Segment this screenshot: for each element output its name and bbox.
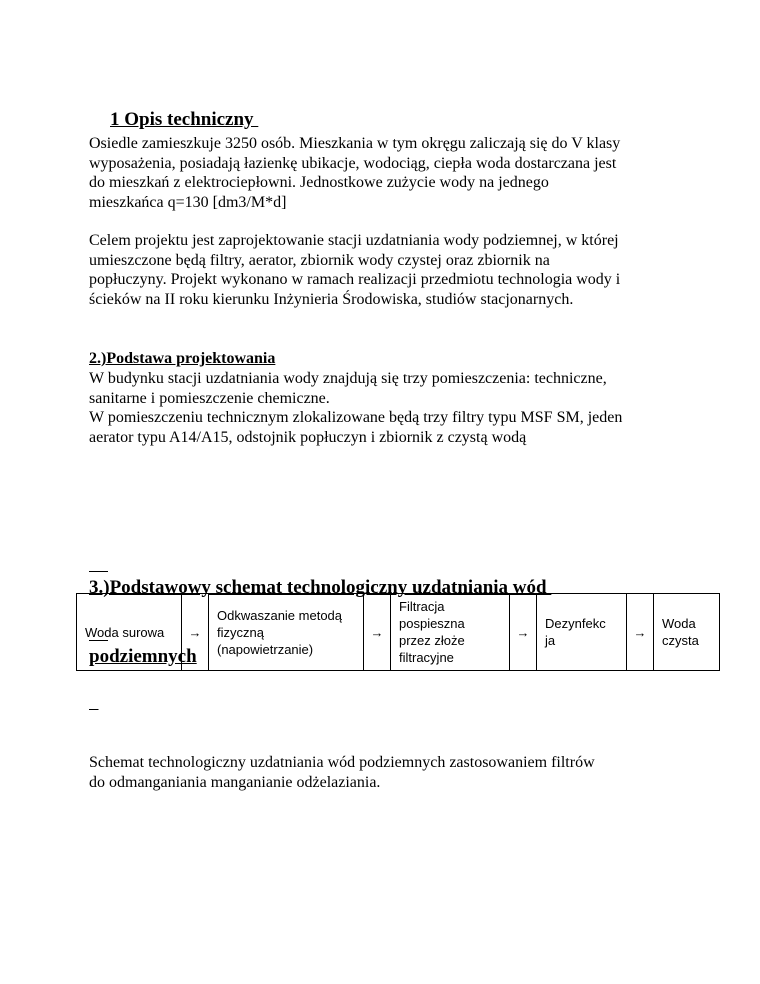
text-line: wyposażenia, posiadają łazienkę ubikacje, wodociąg, ciepła woda dostarczana jest	[89, 154, 617, 172]
step-label-line: fizyczną	[217, 624, 264, 640]
step-label-line: Dezynfekc	[545, 616, 606, 631]
text-line: Osiedle zamieszkuje 3250 osób. Mieszkania w tym okręgu zaliczają się do V klasy	[89, 135, 621, 152]
step-label-line: czysta	[662, 633, 699, 648]
text-line: do mieszkań z elektrociepłowni. Jednostkowe zużycie wody na jednego	[89, 174, 549, 191]
section-2-heading: 2.)Podstawa projektowania	[89, 350, 276, 367]
schema-step-disinfection	[537, 594, 627, 671]
schema-caption	[89, 753, 689, 792]
step-label-line: pospieszna	[399, 616, 465, 631]
text-line: Schemat technologiczny uzdatniania wód podziemnych zastosowaniem filtrów	[89, 754, 595, 771]
step-label-line: filtracyjne	[399, 650, 454, 665]
arrow-right-icon: →	[510, 594, 537, 671]
section-2-paragraph	[89, 369, 689, 447]
schema-step-clean-water	[654, 594, 720, 671]
step-label-line: Woda	[662, 616, 696, 631]
arrow-right-icon: →	[364, 594, 391, 671]
section-1-paragraph-2	[89, 231, 689, 309]
text-line: popłuczyny. Projekt wykonano w ramach realizacji przedmiotu technologia wody i	[89, 271, 621, 288]
text-line: aerator typu A14/A15, odstojnik popłuczyn i zbiornik z czystą wodą	[89, 428, 527, 446]
arrow-right-icon: →	[182, 594, 209, 671]
text-line: W pomieszczeniu technicznym zlokalizowane będą trzy filtry typu MSF SM, jeden	[89, 409, 623, 426]
step-label-line: Filtracja	[399, 599, 445, 614]
arrow-right-icon: →	[627, 594, 654, 671]
schema-step-filtration	[391, 594, 510, 671]
step-label: Woda surowa	[85, 624, 165, 640]
schema-step-raw-water	[77, 594, 182, 671]
process-schema-table	[76, 593, 720, 671]
text-line: Celem projektu jest zaprojektowanie stacji uzdatniania wody podziemnej, w której	[89, 232, 619, 249]
step-label-line: przez złoże	[399, 633, 465, 648]
schema-step-deacidification	[209, 594, 364, 671]
heading-line: podziemnych	[89, 646, 197, 667]
text-line: umieszczone będą filtry, aerator, zbiornik wody czystej oraz zbiornik na	[89, 251, 550, 269]
text-line: W budynku stacji uzdatniania wody znajdują się trzy pomieszczenia: techniczne,	[89, 370, 607, 387]
section-1-heading: 1 Opis techniczny	[110, 109, 259, 130]
schema-row	[77, 594, 720, 671]
text-line: mieszkańca q=130 [dm3/M*d]	[89, 193, 287, 211]
heading-line: 3.)Podstawowy schemat technologiczny uzdatniania wód	[89, 577, 552, 598]
section-1-paragraph-1	[89, 134, 689, 212]
text-line: sanitarne i pomieszczenie chemiczne.	[89, 389, 330, 407]
text-line: do odmanganiania manganianie odżelaziania.	[89, 773, 381, 791]
step-label-line: (napowietrzanie)	[217, 641, 314, 657]
step-label-line: Odkwaszanie metodą	[217, 607, 343, 623]
step-label-line: ja	[545, 633, 556, 648]
text-line: ścieków na II roku kierunku Inżynieria Środowiska, studiów stacjonarnych.	[89, 290, 574, 308]
